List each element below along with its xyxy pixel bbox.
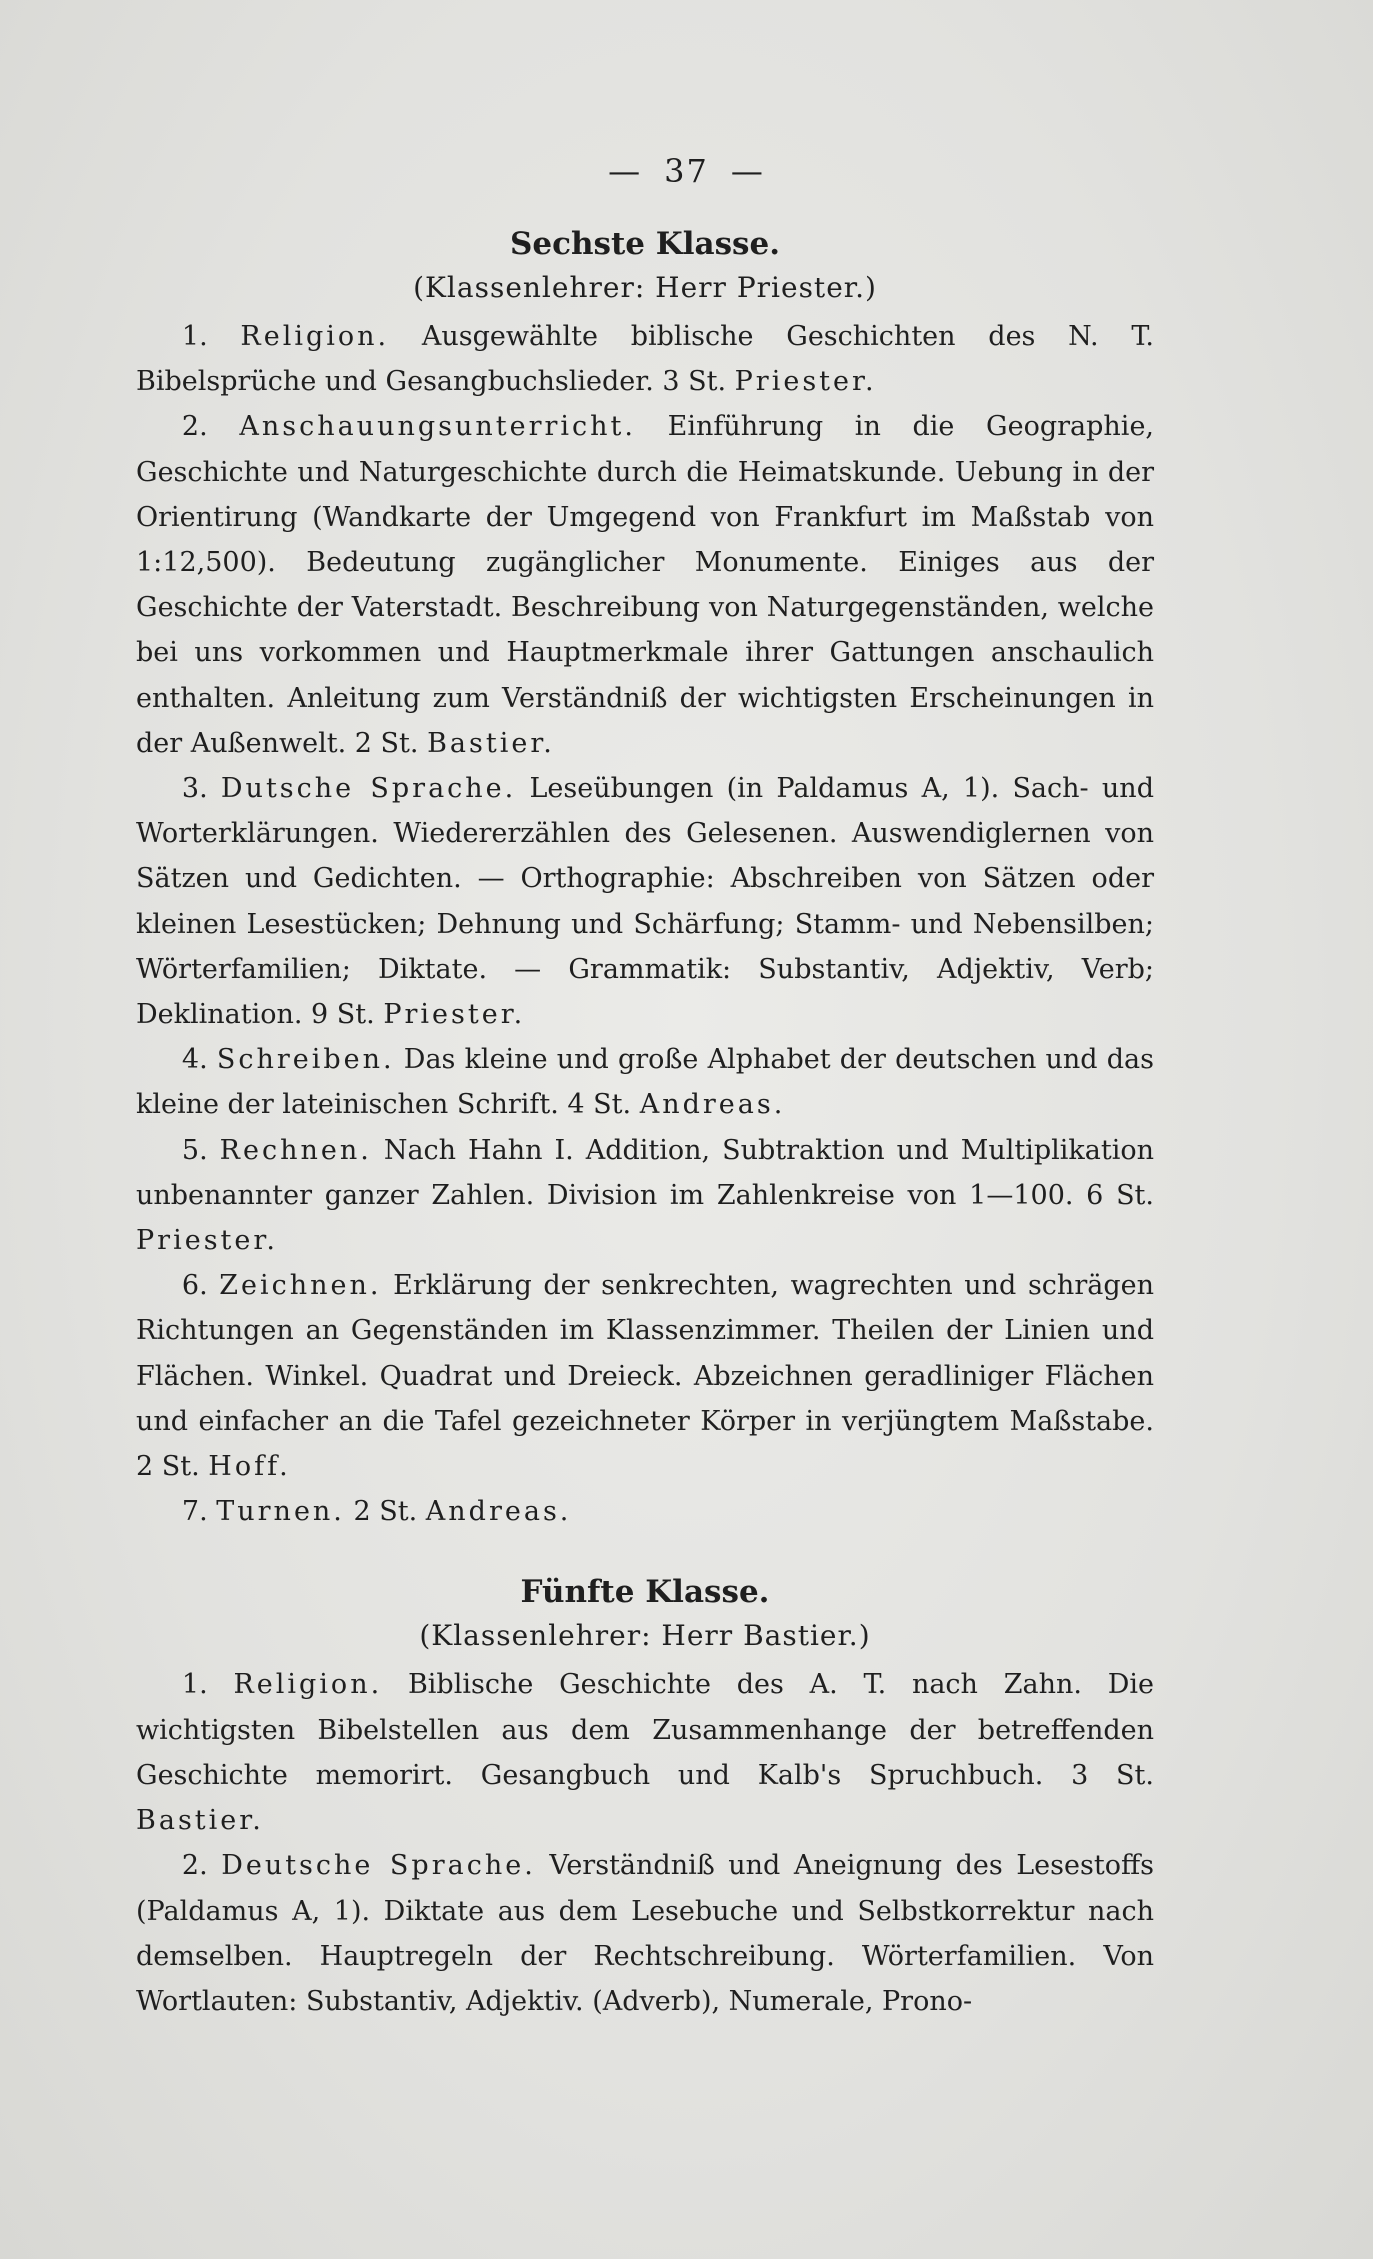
subject-title: Deutsche Sprache. — [221, 1850, 536, 1882]
section-teacher-sechste: (Klassenlehrer: Herr Priester.) — [413, 271, 877, 304]
subject-item: 5. Rechnen. Nach Hahn I. Addition, Subtraktion und Multiplikation unbenannter ganzer Zahlen. Division im Zahlenkreise von 1—100. 6 St. Priester. — [136, 1134, 1154, 1257]
subject-item: 3. Dutsche Sprache. Leseübungen (in Paldamus A, 1). Sach- und Worterklärungen. Wiedererzählen des Gelesenen. Auswendiglernen von Sätzen und Gedichten. — Orthographie: Abschreiben von Sätzen oder kleinen Lesestücken; Dehnung und Schärfung; Stamm- und Nebensilben; Wörterfamilien; Diktate. — Grammatik: Substantiv, Adjektiv, Verb; Deklination. 9 St. Priester. — [136, 773, 1154, 1031]
subject-item: 4. Schreiben. Das kleine und große Alphabet der deutschen und das kleine der lateinischen Schrift. 4 St. Andreas. — [136, 1044, 1155, 1121]
subject-title: Anschauungsunterricht. — [239, 411, 636, 443]
page-number: 37 — [664, 152, 709, 190]
subject-title: Religion. — [233, 1669, 383, 1701]
subject-item: 1. Religion. Ausgewählte biblische Geschichten des N. T. Bibelsprüche und Gesangbuchslieder. 3 St. Priester. — [136, 321, 1154, 398]
subject-title: Rechnen. — [219, 1134, 372, 1166]
subject-item: 6. Zeichnen. Erklärung der senkrechten, wagrechten und schrägen Richtungen an Gegenständen im Klassenzimmer. Theilen der Linien und Flächen. Winkel. Quadrat und Dreieck. Abzeichnen geradliniger Flächen und einfacher an die Tafel gezeichneter Körper in verjüngtem Maßstabe. 2 St. Hoff. — [136, 1270, 1154, 1483]
subject-item: 7. Turnen. 2 St. Andreas. — [181, 1496, 572, 1528]
subject-teacher: Andreas. — [639, 1089, 786, 1121]
subject-description: Das kleine und große Alphabet der deutschen und das kleine der lateinischen Schrift. 4 St. — [136, 1044, 1155, 1121]
subject-title: Schreiben. — [216, 1044, 395, 1076]
subject-teacher: Hoff. — [208, 1451, 291, 1483]
subject-title: Turnen. — [216, 1496, 345, 1528]
subject-teacher: Bastier. — [427, 727, 555, 759]
section-heading-sechste: Sechste Klasse. — [509, 226, 781, 262]
subject-description: Ausgewählte biblische Geschichten des N. T. Bibelsprüche und Gesangbuchslieder. 3 St. — [136, 321, 1154, 398]
subject-teacher: Bastier. — [136, 1805, 264, 1837]
subject-title: Dutsche Sprache. — [220, 773, 517, 805]
subject-description: Erklärung der senkrechten, wagrechten und schrägen Richtungen an Gegenständen im Klassenzimmer. Theilen der Linien und Flächen. Winkel. Quadrat und Dreieck. Abzeichnen geradliniger Flächen und einfacher an die Tafel gezeichneter Körper in verjüngtem Maßstabe. 2 St. — [136, 1270, 1154, 1483]
subject-description: Nach Hahn I. Addition, Subtraktion und Multiplikation unbenannter ganzer Zahlen. Division im Zahlenkreise von 1—100. 6 St. — [136, 1134, 1154, 1211]
section-teacher-fuenfte: (Klassenlehrer: Herr Bastier.) — [419, 1619, 871, 1653]
subject-teacher: Priester. — [136, 1225, 278, 1257]
subject-item: 1. Religion. Biblische Geschichte des A. T. nach Zahn. Die wichtigsten Bibelstellen aus dem Zusammenhange der betreffenden Geschichte memorirt. Gesangbuch und Kalb's Spruchbuch. 3 St. Bastier. — [136, 1669, 1154, 1837]
page-content — [136, 222, 1154, 2024]
subject-description: Biblische Geschichte des A. T. nach Zahn. Die wichtigsten Bibelstellen aus dem Zusammenhange der betreffenden Geschichte memorirt. Gesangbuch und Kalb's Spruchbuch. 3 St. — [136, 1669, 1154, 1791]
subject-teacher: Priester. — [383, 999, 526, 1031]
subject-title: Religion. — [240, 321, 390, 352]
subject-item: 2. Anschauungsunterricht. Einführung in die Geographie, Geschichte und Naturgeschichte durch die Heimatskunde. Uebung in der Orientirung (Wandkarte der Umgegend von Frankfurt im Maßstab von 1:12,500). Bedeutung zugänglicher Monumente. Einiges aus der Geschichte der Vaterstadt. Beschreibung von Naturgegenständen, welche bei uns vorkommen und Hauptmerkmale ihrer Gattungen anschaulich enthalten. Anleitung zum Verständniß der wichtigsten Erscheinungen in der Außenwelt. 2 St. Bastier. — [136, 411, 1154, 759]
page-header: — 37 — — [608, 152, 765, 190]
subject-teacher: Priester. — [734, 366, 877, 398]
subject-title: Zeichnen. — [219, 1270, 382, 1302]
section-heading-fuenfte: Fünfte Klasse. — [520, 1574, 770, 1611]
subject-description: Leseübungen (in Paldamus A, 1). Sach- und Worterklärungen. Wiedererzählen des Gelesenen. Auswendiglernen von Sätzen und Gedichten. — Orthographie: Abschreiben von Sätzen oder kleinen Lesestücken; Dehnung und Schärfung; Stamm- und Nebensilben; Wörterfamilien; Diktate. — Grammatik: Substantiv, Adjektiv, Verb; Deklination. 9 St. — [136, 773, 1154, 1031]
subject-teacher: Andreas. — [425, 1496, 572, 1528]
subject-item: 2. Deutsche Sprache. Verständniß und Aneignung des Lesestoffs (Paldamus A, 1). Diktate aus dem Lesebuche und Selbstkorrektur nach demselben. Hauptregeln der Rechtschreibung. Wörterfamilien. Von Wortlauten: Substantiv, Adjektiv. (Adverb), Numerale, Prono- — [136, 1850, 1154, 2017]
subject-description: 2 St. — [353, 1496, 418, 1528]
subject-description: Verständniß und Aneignung des Lesestoffs (Paldamus A, 1). Diktate aus dem Lesebuche und Selbstkorrektur nach demselben. Hauptregeln der Rechtschreibung. Wörterfamilien. Von Wortlauten: Substantiv, Adjektiv. (Adverb), Numerale, Prono- — [136, 1850, 1154, 2017]
subject-description: Einführung in die Geographie, Geschichte und Naturgeschichte durch die Heimatskunde. Uebung in der Orientirung (Wandkarte der Umgegend von Frankfurt im Maßstab von 1:12,500). Bedeutung zugänglicher Monumente. Einiges aus der Geschichte der Vaterstadt. Beschreibung von Naturgegenständen, welche bei uns vorkommen und Hauptmerkmale ihrer Gattungen anschaulich enthalten. Anleitung zum Verständniß der wichtigsten Erscheinungen in der Außenwelt. 2 St. — [136, 411, 1154, 759]
